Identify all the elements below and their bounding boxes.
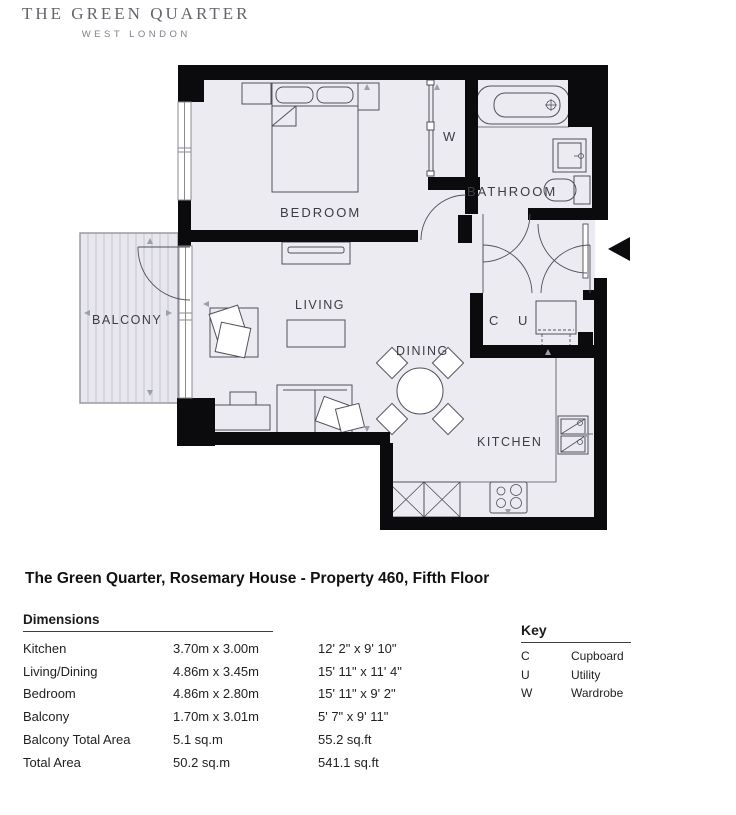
bedroom-window (178, 102, 191, 200)
dimension-metric: 1.70m x 3.01m (173, 709, 259, 725)
dimensions-heading: Dimensions (23, 612, 273, 632)
key-heading: Key (521, 622, 631, 643)
dimension-imperial: 15' 11" x 11' 4" (318, 663, 402, 679)
key-row (521, 666, 681, 685)
key-row (521, 647, 681, 666)
dimensions-rows (23, 637, 443, 774)
brand-name: THE GREEN QUARTER (22, 4, 251, 23)
key-symbol: C (521, 649, 530, 664)
dimension-imperial: 15' 11" x 9' 2" (318, 686, 396, 702)
key-row (521, 684, 681, 703)
dimension-metric: 4.86m x 2.80m (173, 686, 259, 702)
wardrobe-label: W (443, 129, 458, 144)
dimension-row (23, 705, 443, 728)
dimension-row (23, 683, 443, 706)
living-label: LIVING (295, 298, 345, 312)
key-symbol: W (521, 686, 533, 701)
dimension-row (23, 660, 443, 683)
dimension-label: Bedroom (23, 686, 76, 702)
key-table (521, 622, 681, 703)
dimension-row (23, 637, 443, 660)
dimension-imperial: 55.2 sq.ft (318, 732, 372, 748)
dimension-label: Living/Dining (23, 663, 98, 679)
dimension-row (23, 751, 443, 774)
key-meaning: Cupboard (571, 649, 624, 664)
dimension-metric: 50.2 sq.m (173, 754, 231, 770)
balcony-sliding-door (179, 246, 192, 398)
brand-location: WEST LONDON (81, 29, 191, 40)
dimension-metric: 4.86m x 3.45m (173, 663, 259, 679)
dimension-imperial: 12' 2" x 9' 10" (318, 640, 397, 656)
kitchen-label: KITCHEN (477, 435, 543, 449)
dimension-imperial: 5' 7" x 9' 11" (318, 709, 389, 725)
bedroom-label: BEDROOM (280, 205, 362, 220)
property-title: The Green Quarter, Rosemary House - Property 460, Fifth Floor (25, 570, 490, 587)
balcony-label: BALCONY (92, 313, 163, 327)
key-meaning: Utility (571, 667, 601, 682)
cupboard-label: C (489, 313, 501, 328)
key-rows (521, 647, 681, 703)
dimension-row (23, 728, 443, 751)
utility-label: U (518, 313, 530, 328)
bathroom-label: BATHROOM (467, 184, 558, 199)
dimensions-table (23, 612, 443, 774)
dimension-metric: 5.1 sq.m (173, 732, 223, 748)
dimension-label: Total Area (23, 754, 81, 770)
dimension-metric: 3.70m x 3.00m (173, 640, 259, 656)
dimension-label: Kitchen (23, 640, 67, 656)
dimension-imperial: 541.1 sq.ft (318, 754, 379, 770)
key-symbol: U (521, 667, 530, 682)
dining-label: DINING (396, 344, 449, 358)
key-meaning: Wardrobe (571, 686, 624, 701)
dimension-label: Balcony Total Area (23, 732, 131, 748)
dimension-label: Balcony (23, 709, 70, 725)
entrance-arrow-icon (608, 237, 630, 261)
